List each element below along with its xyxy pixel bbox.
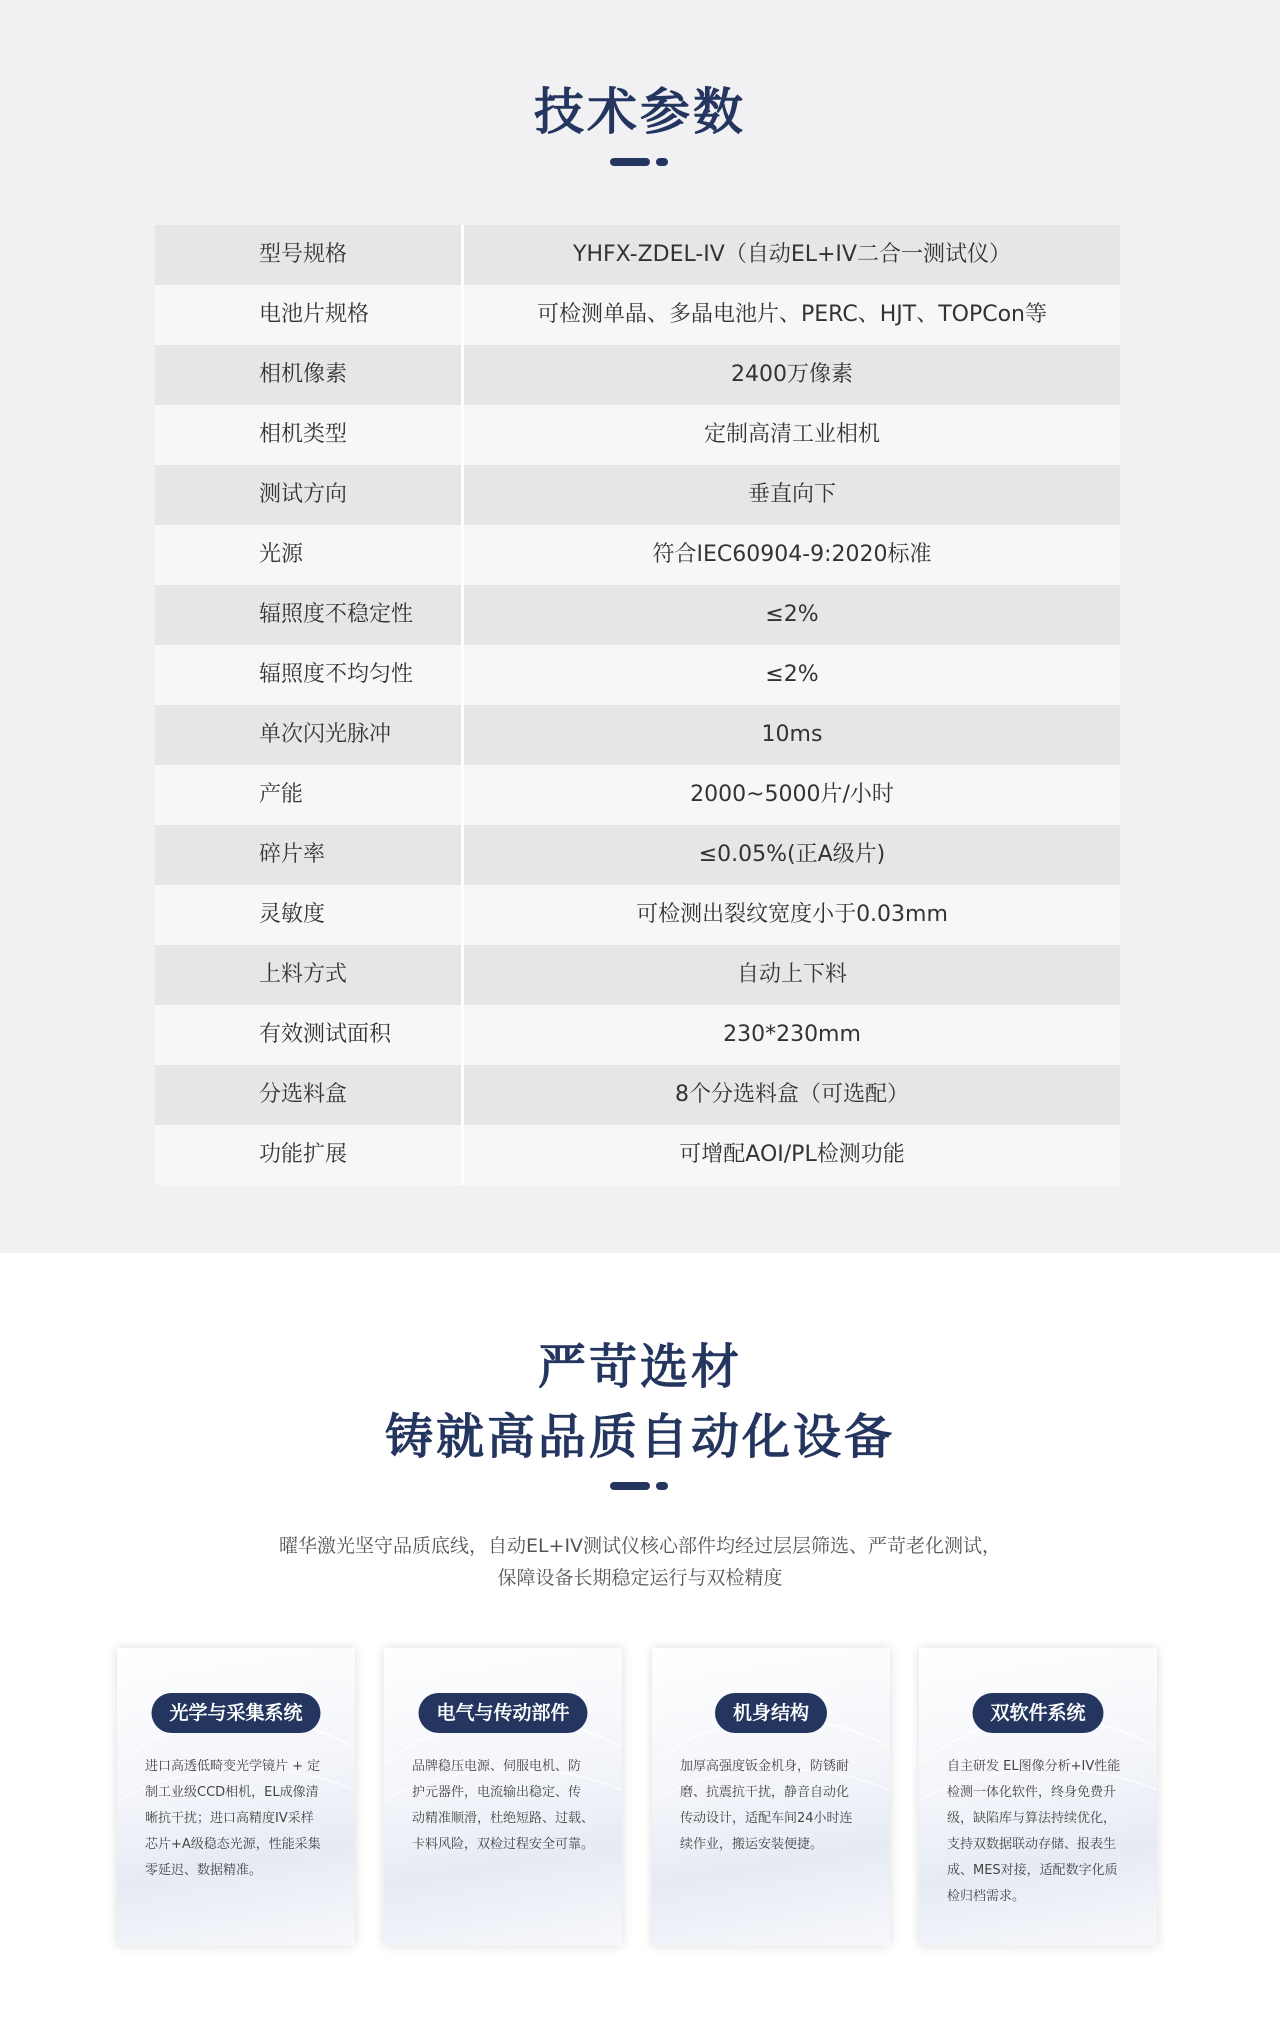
section-title: 技术参数 — [534, 83, 746, 141]
param-label: 相机像素 — [259, 362, 348, 387]
param-value: 可检测单晶、多晶电池片、PERC、HJT、TOPCon等 — [537, 302, 1047, 327]
card-description-line: 进口高透低畸变光学镜片 + 定 — [145, 1759, 321, 1774]
card-description-line: 芯片+A级稳态光源，性能采集 — [145, 1837, 321, 1852]
card-description-line: 品牌稳压电源、伺服电机、防 — [412, 1759, 582, 1774]
param-value: 2400万像素 — [731, 362, 853, 387]
param-label: 辐照度不均匀性 — [259, 662, 414, 687]
param-label: 相机类型 — [259, 422, 348, 447]
table-row — [155, 1125, 1120, 1185]
card-title-badge: 光学与采集系统 — [151, 1693, 320, 1733]
table-row — [155, 225, 1120, 285]
param-value: 8个分选料盒（可选配） — [675, 1082, 909, 1107]
table-row — [155, 1065, 1120, 1125]
table-row — [155, 765, 1120, 825]
card-description-line: 磨、抗震抗干扰，静音自动化 — [680, 1785, 850, 1800]
param-label: 辐照度不稳定性 — [259, 602, 414, 627]
param-value: 230*230mm — [723, 1022, 861, 1047]
feature-card — [652, 1648, 890, 1946]
param-label: 电池片规格 — [259, 302, 370, 327]
param-label: 产能 — [259, 782, 304, 807]
intro-line-1: 曜华激光坚守品质底线，自动EL+IV测试仪核心部件均经过层层筛选、严苛老化测试， — [278, 1535, 1002, 1557]
card-title-badge: 电气与传动部件 — [418, 1693, 587, 1733]
table-row — [155, 645, 1120, 705]
card-description-line: 晰抗干扰；进口高精度IV采样 — [145, 1811, 314, 1826]
param-label: 测试方向 — [259, 482, 348, 507]
card-description-line: 卡料风险，双检过程安全可靠。 — [412, 1837, 595, 1852]
table-row — [155, 465, 1120, 525]
card-description-line: 护元器件，电流输出稳定、传 — [412, 1785, 582, 1800]
param-label: 功能扩展 — [259, 1142, 348, 1167]
card-title-badge: 双软件系统 — [972, 1693, 1103, 1733]
table-row — [155, 405, 1120, 465]
param-value: 垂直向下 — [747, 482, 836, 507]
card-description — [145, 1754, 329, 1884]
table-row — [155, 285, 1120, 345]
param-value: ≤2% — [765, 662, 819, 687]
section-title-line2: 铸就高品质自动化设备 — [384, 1409, 895, 1465]
card-description-line: 传动设计，适配车间24小时连 — [680, 1811, 853, 1826]
card-description-line: 级，缺陷库与算法持续优化， — [947, 1811, 1117, 1826]
param-label: 光源 — [259, 542, 304, 567]
section-title-line1: 严苛选材 — [537, 1339, 742, 1395]
intro-line-2: 保障设备长期稳定运行与双检精度 — [497, 1567, 783, 1589]
param-value: 可增配AOI/PL检测功能 — [679, 1142, 905, 1167]
param-label: 有效测试面积 — [259, 1022, 392, 1047]
card-description-line: 检测一体化软件，终身免费升 — [947, 1785, 1117, 1800]
feature-card — [384, 1648, 622, 1946]
card-description-line: 检归档需求。 — [947, 1889, 1026, 1904]
param-value: ≤2% — [765, 602, 819, 627]
param-value: YHFX-ZDEL-IV（自动EL+IV二合一测试仪） — [573, 242, 1011, 267]
param-value: 10ms — [761, 722, 823, 747]
param-label: 灵敏度 — [259, 902, 326, 927]
card-description-line: 自主研发 EL图像分析+IV性能 — [947, 1759, 1121, 1774]
param-value: 自动上下料 — [736, 962, 847, 987]
param-value: 定制高清工业相机 — [703, 422, 880, 447]
param-value: ≤0.05%(正A级片) — [698, 842, 886, 867]
card-description — [680, 1754, 864, 1858]
param-value: 可检测出裂纹宽度小于0.03mm — [636, 902, 948, 927]
table-row — [155, 585, 1120, 645]
table-row — [155, 1005, 1120, 1065]
param-label: 碎片率 — [259, 842, 326, 867]
card-description — [412, 1754, 596, 1858]
card-description-line: 动精准顺滑，杜绝短路、过载、 — [412, 1811, 595, 1826]
param-value: 符合IEC60904-9:2020标准 — [652, 542, 932, 567]
card-description-line: 支持双数据联动存储、报表生 — [947, 1837, 1117, 1852]
param-value: 2000~5000片/小时 — [690, 782, 894, 807]
table-row — [155, 885, 1120, 945]
card-description-line: 制工业级CCD相机，EL成像清 — [145, 1785, 319, 1800]
table-row — [155, 945, 1120, 1005]
feature-card — [919, 1648, 1157, 1946]
parameters-table — [155, 225, 1120, 1185]
card-description-line: 零延迟、数据精准。 — [145, 1863, 263, 1878]
table-row — [155, 345, 1120, 405]
table-row — [155, 525, 1120, 585]
table-row — [155, 825, 1120, 885]
card-description — [947, 1754, 1131, 1910]
param-label: 分选料盒 — [259, 1082, 348, 1107]
card-description-line: 成、MES对接，适配数字化质 — [947, 1863, 1118, 1878]
param-label: 上料方式 — [259, 962, 348, 987]
param-label: 型号规格 — [259, 242, 348, 267]
card-title-badge: 机身结构 — [715, 1693, 827, 1733]
table-row — [155, 705, 1120, 765]
card-description-line: 加厚高强度钣金机身，防锈耐 — [680, 1759, 850, 1774]
feature-card — [117, 1648, 355, 1946]
param-label: 单次闪光脉冲 — [259, 722, 392, 747]
card-description-line: 续作业，搬运安装便捷。 — [680, 1837, 824, 1852]
